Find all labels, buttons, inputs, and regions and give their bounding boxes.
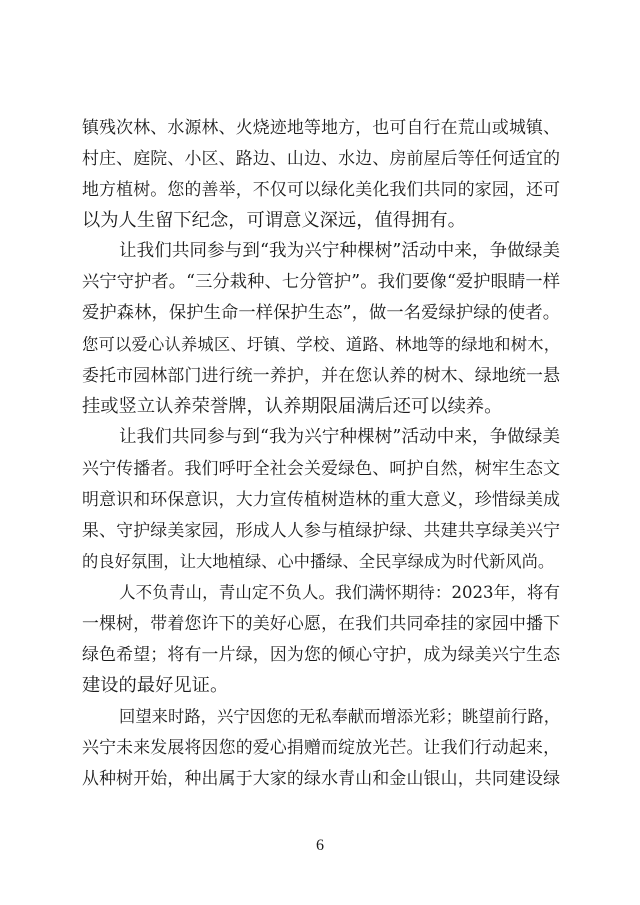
text-line: 人不负青山，青山定不负人。我们满怀期待：2023年，将有	[119, 583, 560, 602]
text-line: 一棵树，带着您许下的美好心愿，在我们共同牵挂的家园中播下	[82, 613, 560, 633]
text-line: 建设的最好见证。	[82, 675, 229, 696]
text-line: 爱护森林，保护生命一样保护生态”，做一名爱绿护绿的使者。	[82, 303, 560, 323]
text-line: 兴宁未来发展将因您的爱心捐赠而绽放光芒。让我们行动起来，	[82, 737, 560, 757]
body-text	[82, 112, 560, 794]
text-line: 镇残次林、水源林、火烧迹地等地方，也可自行在荒山或城镇、	[82, 117, 560, 137]
text-line: 兴宁守护者。“三分栽种、七分管护”。我们要像“爱护眼睛一样	[82, 272, 560, 292]
text-line: 以为人生留下纪念，可谓意义深远，值得拥有。	[82, 210, 466, 231]
text-line: 地方植树。您的善举，不仅可以绿化美化我们共同的家园，还可	[82, 179, 560, 199]
text-line: 兴宁传播者。我们呼吁全社会关爱绿色、呵护自然，树牢生态文	[82, 458, 560, 478]
page-number: 6	[316, 837, 324, 854]
text-line: 明意识和环保意识，大力宣传植树造林的重大意义，珍惜绿美成	[82, 489, 560, 509]
text-line: 让我们共同参与到“我为兴宁种棵树”活动中来，争做绿美	[119, 241, 560, 261]
text-line: 村庄、庭院、小区、路边、山边、水边、房前屋后等任何适宜的	[82, 148, 560, 168]
text-line: 挂或竖立认养荣誉牌，认养期限届满后还可以续养。	[82, 396, 503, 417]
text-line: 果、守护绿美家园，形成人人参与植绿护绿、共建共享绿美兴宁	[82, 520, 560, 540]
text-line: 让我们共同参与到“我为兴宁种棵树”活动中来，争做绿美	[119, 427, 560, 447]
text-line: 绿色希望；将有一片绿，因为您的倾心守护，成为绿美兴宁生态	[82, 644, 560, 664]
text-line: 回望来时路，兴宁因您的无私奉献而增添光彩；眺望前行路，	[119, 707, 560, 726]
text-line: 从种树开始，种出属于大家的绿水青山和金山银山，共同建设绿	[82, 768, 560, 788]
text-line: 委托市园林部门进行统一养护，并在您认养的树木、绿地统一悬	[82, 365, 560, 385]
text-line: 的良好氛围，让大地植绿、心中播绿、全民享绿成为时代新风尚。	[82, 552, 555, 571]
text-line: 您可以爱心认养城区、圩镇、学校、道路、林地等的绿地和树木，	[82, 335, 560, 354]
